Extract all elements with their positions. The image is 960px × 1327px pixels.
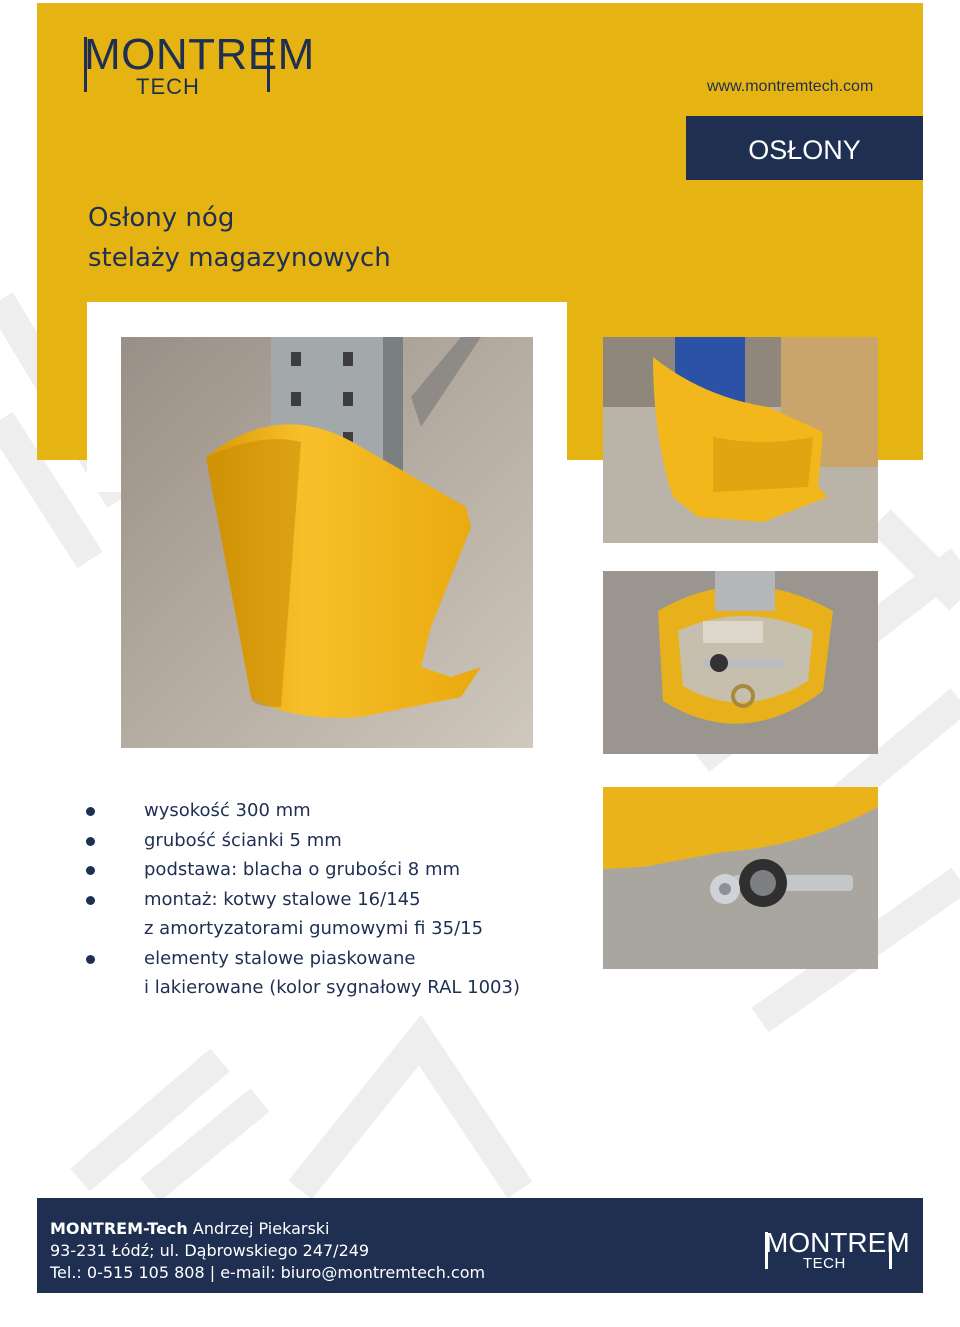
spec-item: elementy stalowe piaskowane	[84, 944, 520, 974]
footer-logo-word-montrem: MONTREM	[765, 1227, 910, 1258]
title-line-2: stelaży magazynowych	[88, 243, 391, 273]
spec-item: wysokość 300 mm	[84, 796, 520, 826]
footer-logo-word-tech: TECH	[803, 1255, 846, 1272]
footer-company-line	[50, 1218, 485, 1240]
footer-logo-frame	[765, 1232, 892, 1272]
company-name: MONTREM-Tech	[50, 1219, 188, 1238]
footer-logo	[765, 1227, 910, 1272]
footer-contact	[50, 1218, 485, 1284]
footer-phone-email[interactable]: Tel.: 0-515 105 808 | e-mail: biuro@montremtech.com	[50, 1263, 486, 1282]
logo-word-tech: TECH	[136, 74, 200, 99]
website-url[interactable]: www.montremtech.com	[707, 78, 874, 95]
company-logo	[84, 30, 315, 99]
product-photo-installed	[603, 337, 878, 543]
spec-item: montaż: kotwy stalowe 16/145	[84, 885, 520, 915]
spec-item-continuation: z amortyzatorami gumowymi fi 35/15	[144, 918, 484, 939]
title-line-1: Osłony nóg	[88, 203, 235, 233]
owner-name: Andrzej Piekarski	[187, 1219, 330, 1238]
logo-word-montrem: MONTREM	[84, 30, 315, 79]
spec-item: podstawa: blacha o grubości 8 mm	[84, 855, 520, 885]
footer-address: 93-231 Łódź; ul. Dąbrowskiego 247/249	[50, 1241, 370, 1260]
spec-list	[84, 796, 520, 1003]
logo-frame	[84, 37, 270, 92]
category-badge: OSŁONY	[686, 116, 923, 180]
spec-item-continuation: i lakierowane (kolor sygnałowy RAL 1003)	[144, 977, 520, 998]
product-photo-anchor-bolt	[603, 787, 878, 969]
product-photo-base-anchors	[603, 571, 878, 754]
page-title	[88, 198, 391, 278]
product-photo-main	[121, 337, 533, 748]
spec-item: grubość ścianki 5 mm	[84, 826, 520, 856]
